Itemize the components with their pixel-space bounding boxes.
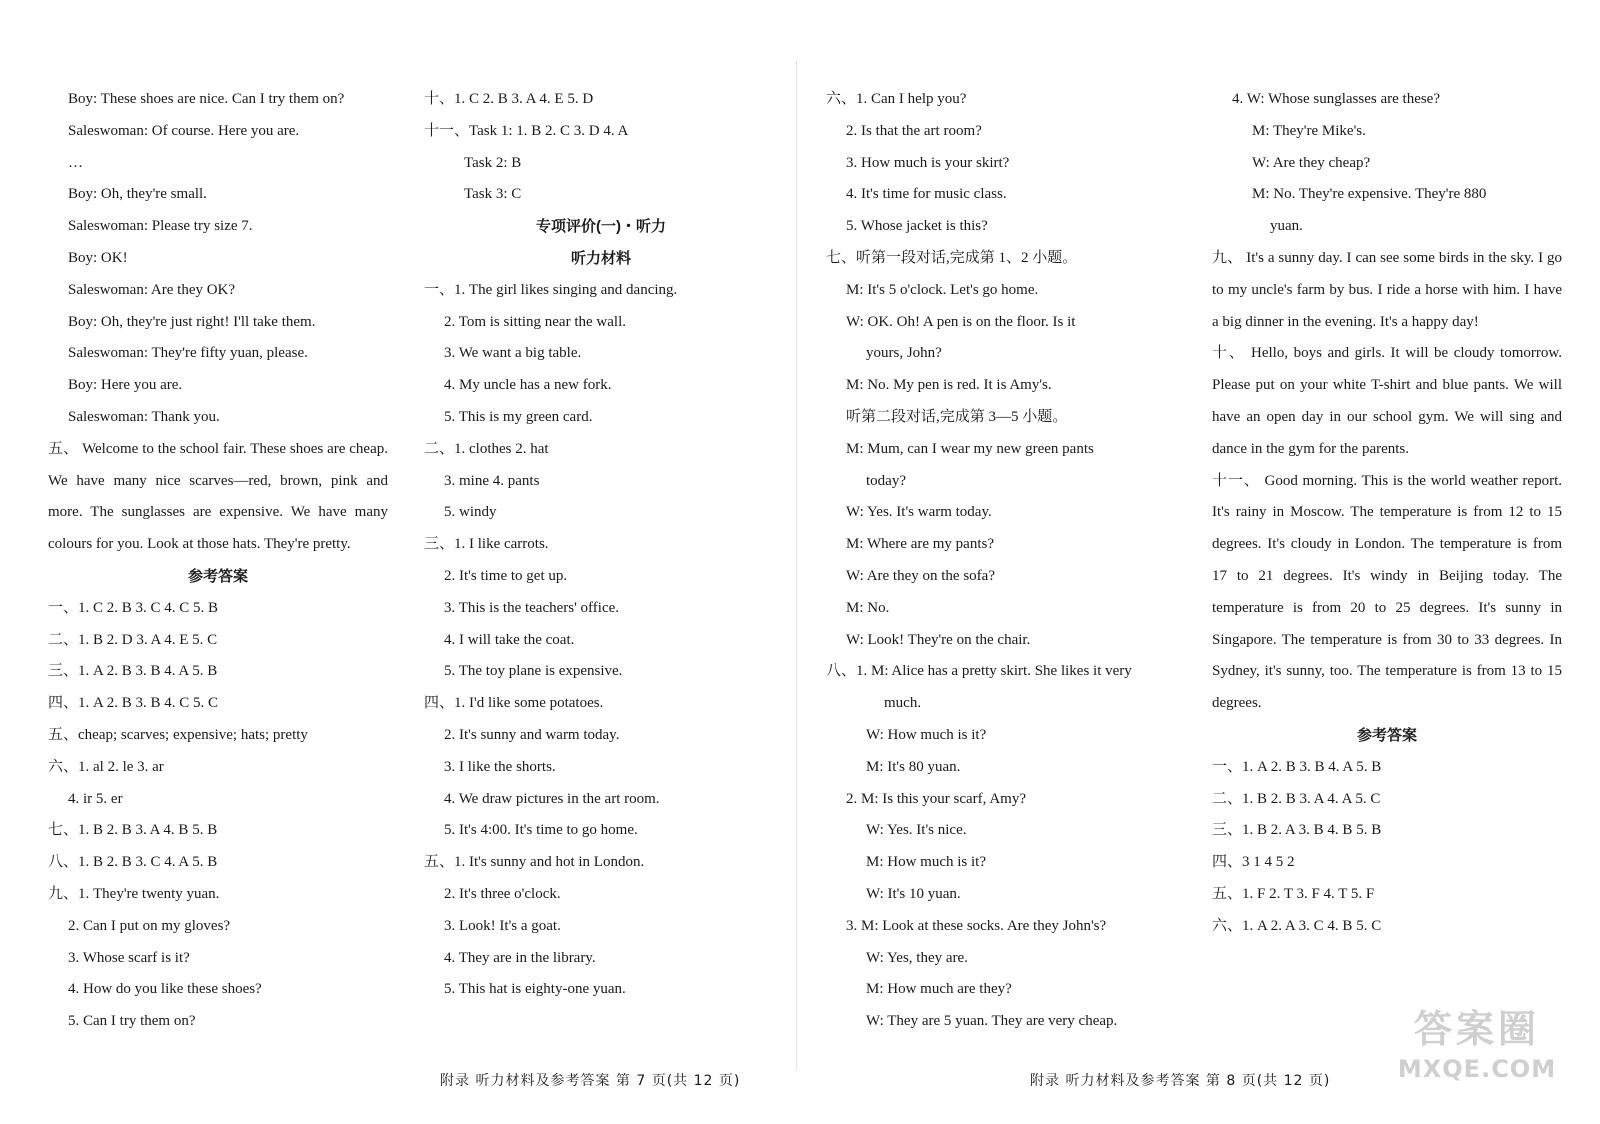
answer-line: 十一、Task 1: 1. B 2. C 3. D 4. A [424, 122, 629, 139]
dialogue-line: 2. M: Is this your scarf, Amy? [846, 790, 1026, 807]
column-4 [1212, 84, 1562, 943]
dialogue-line: 八、1. M: Alice has a pretty skirt. She likes it very [826, 663, 1132, 680]
listening-line: 5. It's 4:00. It's time to go home. [444, 822, 638, 839]
answer-line: Task 2: B [464, 154, 522, 171]
dialogue-line: yuan. [1270, 218, 1303, 235]
answer-line: 十、1. C 2. B 3. A 4. E 5. D [424, 91, 594, 107]
dialogue-line: Boy: OK! [68, 249, 128, 266]
dialogue-line: W: Are they cheap? [1252, 154, 1371, 171]
listening-line: 4. My uncle has a new fork. [444, 377, 612, 394]
listening-line: 五、1. It's sunny and hot in London. [424, 854, 645, 871]
listening-line: 5. The toy plane is expensive. [444, 663, 623, 680]
dialogue-line: Saleswoman: Thank you. [68, 408, 220, 425]
dialogue-line: W: It's 10 yuan. [866, 885, 961, 902]
listening-line: 3. We want a big table. [444, 345, 582, 362]
answer-line: 一、1. C 2. B 3. C 4. C 5. B [48, 599, 219, 616]
page-footer-right: 附录 听力材料及参考答案 第 8 页(共 12 页) [1030, 1073, 1331, 1089]
dialogue-line: M: It's 80 yuan. [866, 758, 961, 775]
listening-line: 4. It's time for music class. [846, 186, 1007, 203]
listening-line: 3. How much is your skirt? [846, 154, 1010, 171]
answer-line: 四、3 1 4 5 2 [1212, 854, 1295, 871]
section-subtitle: 听力材料 [570, 249, 631, 267]
answer-line: Task 3: C [464, 186, 522, 203]
dialogue-line: M: No. They're expensive. They're 880 [1252, 186, 1487, 203]
listening-line: 2. It's sunny and warm today. [444, 726, 620, 743]
answer-line: 四、1. A 2. B 3. B 4. C 5. C [48, 695, 219, 712]
page-footer-left: 附录 听力材料及参考答案 第 7 页(共 12 页) [440, 1073, 741, 1089]
dialogue-line: W: Yes. It's nice. [866, 822, 967, 839]
answer-line: 5. Can I try them on? [68, 1013, 196, 1030]
listening-line: 4. We draw pictures in the art room. [444, 790, 660, 807]
dialogue-line: Saleswoman: They're fifty yuan, please. [68, 345, 308, 362]
answer-line: 五、cheap; scarves; expensive; hats; pretty [48, 726, 308, 743]
listening-line: 5. This is my green card. [444, 408, 593, 425]
answer-line: 3. Whose scarf is it? [68, 949, 190, 966]
column-2 [424, 84, 778, 1006]
answer-line: 4. How do you like these shoes? [68, 981, 262, 998]
watermark-top: 答案圈 [1413, 1007, 1540, 1051]
answer-line: 2. Can I put on my gloves? [68, 917, 231, 934]
listening-line: 三、1. I like carrots. [424, 536, 549, 553]
answers-heading: 参考答案 [187, 567, 248, 585]
dialogue-line: M: No. My pen is red. It is Amy's. [846, 377, 1052, 394]
listening-line: 5. Whose jacket is this? [846, 218, 988, 235]
ellipsis: … [68, 154, 83, 171]
answer-line: 六、1. A 2. A 3. C 4. B 5. C [1212, 917, 1382, 934]
listening-line: 5. windy [444, 504, 497, 521]
dialogue-line: W: Look! They're on the chair. [846, 631, 1031, 648]
paragraph-5: 五、 Welcome to the school fair. These shoes are cheap. We have many nice scarves—red, brown, pink and more. The sunglasses are expensive. We have many colours for you. Look at those hats. They're pretty. [48, 440, 388, 553]
answer-line: 三、1. A 2. B 3. B 4. A 5. B [48, 663, 218, 680]
listening-line: 3. mine 4. pants [444, 472, 540, 489]
listening-line: 5. This hat is eighty-one yuan. [444, 981, 626, 998]
listening-line: 3. This is the teachers' office. [444, 599, 620, 616]
dialogue-line: Saleswoman: Are they OK? [68, 281, 236, 298]
dialogue-line: yours, John? [866, 345, 942, 362]
dialogue-line: Saleswoman: Please try size 7. [68, 218, 253, 235]
paragraph-11: 十一、 Good morning. This is the world weather report. It's rainy in Moscow. The temperature is from 12 to 15 degrees. It's cloudy in London. The temperature is from 17 to 21 degrees. It's windy in Beijing today. The temperature is from 20 to 25 degrees. It's sunny in Singapore. The temperature is from 30 to 33 degrees. In Sydney, it's sunny, too. The temperature is from 13 to 15 degrees. [1212, 472, 1562, 712]
dialogue-line: M: Mum, can I wear my new green pants [846, 440, 1094, 457]
answer-line: 七、1. B 2. B 3. A 4. B 5. B [48, 822, 218, 839]
listening-line: 四、1. I'd like some potatoes. [424, 695, 604, 712]
dialogue-line: Saleswoman: Of course. Here you are. [68, 122, 300, 139]
answer-line: 二、1. B 2. D 3. A 4. E 5. C [48, 631, 218, 648]
listening-line: 一、1. The girl likes singing and dancing. [424, 281, 678, 298]
page-gutter [796, 60, 797, 1070]
dialogue-line: much. [884, 695, 922, 712]
column-3 [826, 84, 1176, 1038]
dialogue-line: M: It's 5 o'clock. Let's go home. [846, 281, 1039, 298]
paragraph-9: 九、 It's a sunny day. I can see some birds in the sky. I go to my uncle's farm by bus. I ride a horse with him. I have a big dinner in the evening. It's a happy day! [1212, 249, 1562, 330]
answer-line: 六、1. al 2. le 3. ar [48, 758, 164, 775]
listening-line: 2. Tom is sitting near the wall. [444, 313, 626, 330]
listening-line: 二、1. clothes 2. hat [424, 440, 549, 457]
listening-line: 2. It's time to get up. [444, 567, 568, 584]
dialogue-line: today? [866, 472, 906, 489]
dialogue-line: Boy: Oh, they're just right! I'll take them. [68, 313, 316, 330]
dialogue-line: M: How much is it? [866, 854, 986, 871]
dialogue-line: W: OK. Oh! A pen is on the floor. Is it [846, 313, 1076, 330]
answer-line: 三、1. B 2. A 3. B 4. B 5. B [1212, 822, 1382, 839]
answer-line: 八、1. B 2. B 3. C 4. A 5. B [48, 854, 218, 871]
paragraph-10: 十、 Hello, boys and girls. It will be cloudy tomorrow. Please put on your white T-shirt and blue pants. We will have an open day in our school gym. We will sing and dance in the gym for the parents. [1212, 345, 1562, 457]
dialogue-line: Boy: Oh, they're small. [68, 186, 207, 203]
listening-line: 3. Look! It's a goat. [444, 917, 561, 934]
answer-line: 九、1. They're twenty yuan. [48, 885, 220, 902]
dialogue-line: 4. W: Whose sunglasses are these? [1232, 91, 1441, 107]
dialogue-line: Boy: These shoes are nice. Can I try them on? [68, 91, 345, 107]
answers-heading: 参考答案 [1356, 726, 1417, 744]
listening-line: 2. It's three o'clock. [444, 885, 561, 902]
listening-line: 3. I like the shorts. [444, 758, 556, 775]
watermark-logo [1392, 1004, 1562, 1096]
listening-line: 六、1. Can I help you? [826, 91, 967, 107]
dialogue-line: M: Where are my pants? [846, 536, 995, 553]
listening-heading: 七、听第一段对话,完成第 1、2 小题。 [826, 249, 1078, 266]
dialogue-line: M: No. [846, 599, 890, 616]
answer-line: 4. ir 5. er [68, 790, 123, 807]
answer-line: 二、1. B 2. B 3. A 4. A 5. C [1212, 790, 1381, 807]
listening-heading: 听第二段对话,完成第 3—5 小题。 [846, 408, 1068, 425]
answer-line: 一、1. A 2. B 3. B 4. A 5. B [1212, 758, 1382, 775]
listening-line: 2. Is that the art room? [846, 122, 982, 139]
dialogue-line: M: They're Mike's. [1252, 122, 1366, 139]
dialogue-line: W: Are they on the sofa? [846, 567, 995, 584]
column-1 [48, 84, 388, 1038]
dialogue-line: W: Yes, they are. [866, 949, 968, 966]
dialogue-line: W: They are 5 yuan. They are very cheap. [866, 1013, 1118, 1030]
section-title: 专项评价(一)・听力 [536, 218, 666, 236]
dialogue-line: W: How much is it? [866, 726, 987, 743]
dialogue-line: M: How much are they? [866, 981, 1012, 998]
watermark-bottom: MXQE.COM [1397, 1055, 1557, 1083]
listening-line: 4. I will take the coat. [444, 631, 575, 648]
dialogue-line: Boy: Here you are. [68, 377, 183, 394]
listening-line: 4. They are in the library. [444, 949, 596, 966]
answer-line: 五、1. F 2. T 3. F 4. T 5. F [1212, 885, 1375, 902]
dialogue-line: W: Yes. It's warm today. [846, 504, 992, 521]
dialogue-line: 3. M: Look at these socks. Are they John's? [846, 917, 1107, 934]
